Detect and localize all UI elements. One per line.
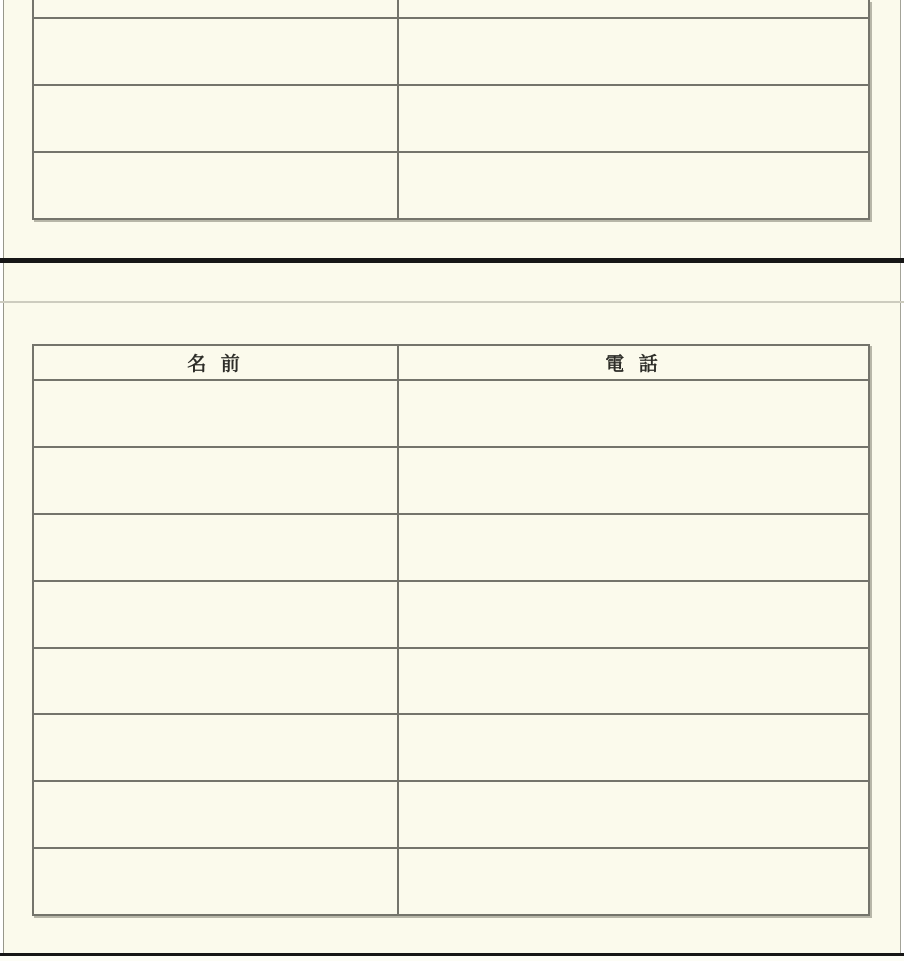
phone-cell-empty	[399, 0, 868, 17]
name-cell-empty	[34, 0, 399, 17]
table-row	[34, 782, 868, 849]
table-row	[34, 582, 868, 649]
name-cell-empty	[34, 782, 399, 847]
table-row	[34, 849, 868, 914]
phone-cell-empty	[399, 153, 868, 218]
phonebook-table	[32, 344, 870, 916]
table-row	[34, 0, 868, 19]
table-row	[34, 153, 868, 218]
phone-column-header: 電 話	[605, 353, 662, 375]
phone-cell-empty	[399, 381, 868, 446]
name-cell-empty	[34, 849, 399, 914]
table-row	[34, 649, 868, 716]
page-top-rule	[0, 301, 904, 303]
page-break-line	[0, 258, 904, 263]
name-cell-empty	[34, 448, 399, 513]
name-column-header: 名 前	[34, 346, 399, 379]
table-row	[34, 515, 868, 582]
name-cell-empty	[34, 19, 399, 84]
name-cell-empty	[34, 86, 399, 151]
phone-cell-empty	[399, 715, 868, 780]
name-cell-empty	[34, 582, 399, 647]
phone-cell-empty	[399, 649, 868, 714]
name-cell-empty	[34, 153, 399, 218]
phone-cell-empty	[399, 448, 868, 513]
phone-cell-empty	[399, 849, 868, 914]
table-row	[34, 86, 868, 153]
table-row	[34, 19, 868, 86]
table-header-row	[34, 346, 868, 381]
table-row	[34, 715, 868, 782]
name-cell-empty	[34, 515, 399, 580]
phone-cell-empty	[399, 582, 868, 647]
name-cell-empty	[34, 381, 399, 446]
phonebook-table-previous-page	[32, 0, 870, 220]
table-row	[34, 381, 868, 448]
next-page-edge-strip	[0, 956, 904, 961]
phone-cell-empty	[399, 515, 868, 580]
phone-cell-empty	[399, 782, 868, 847]
name-cell-empty	[34, 649, 399, 714]
table-row	[34, 448, 868, 515]
phone-cell-empty	[399, 19, 868, 84]
phone-cell-empty	[399, 86, 868, 151]
name-cell-empty	[34, 715, 399, 780]
